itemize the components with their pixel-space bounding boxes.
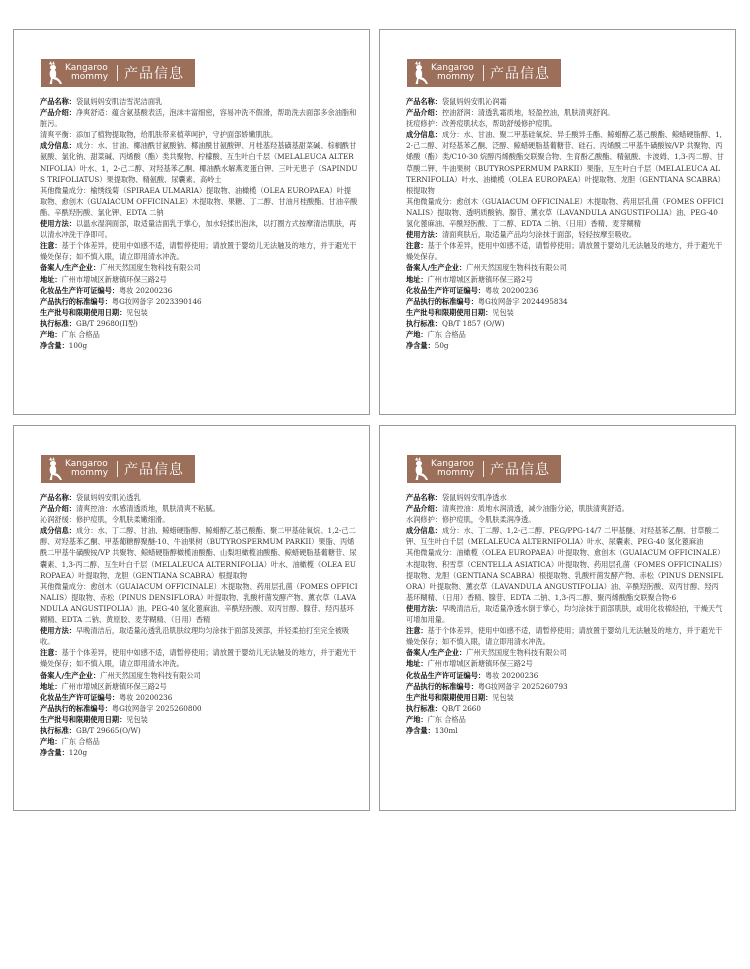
info-field	[406, 647, 724, 658]
header-title: 产品信息	[124, 462, 184, 478]
info-field	[40, 625, 358, 647]
field-value: 广州天然国度生物科技有限公司	[100, 263, 201, 273]
field-value: 成分：水、甘油、椰油酰甘氨酸钠、椰油酰甘氨酸钾、月桂基羟基磺基甜菜碱、棕榈酰甘氨酸、氯化钠、甜菜碱、丙烯酸（酯）类共聚物、柠檬酸、互生叶白千层（MELALEUCA ALTERNIFOLIA）叶水、1，2-己二醇、对羟基苯乙酮、椰油酰水解燕麦蛋白钾、三叶无患子（SAPINDUS TRIFOLIATUS）果提取物、精氨酸、尿囊素、高岭土	[40, 141, 358, 184]
field-value: 基于个体差异，使用中如感不适，请暂停使用；请放置于婴幼儿无法触及的地方，并于避光干燥处保存；如不慎入眼，请立即用清水冲洗。	[406, 626, 723, 647]
info-field	[40, 296, 358, 307]
product-card	[13, 29, 370, 415]
info-field	[40, 185, 358, 218]
info-field	[406, 492, 724, 503]
info-field	[40, 647, 358, 669]
field-value: 广州市增城区新塘镇环保三路2号	[427, 274, 533, 284]
field-label: 产品执行的标准编号：	[40, 296, 112, 306]
info-field	[40, 274, 358, 285]
field-value: 粤妆 20200236	[485, 670, 539, 680]
field-value: 基于个体差异，使用中如感不适，请暂停使用；请放置于婴幼儿无法触及的地方，并于避光干燥处保存；如不慎入眼，请立即用清水冲洗。	[40, 241, 357, 262]
field-label: 生产批号和限期使用日期：	[40, 714, 127, 724]
info-field	[406, 692, 724, 703]
field-label: 备案人/生产企业：	[40, 670, 101, 680]
info-field	[40, 129, 358, 140]
info-field	[406, 307, 724, 318]
field-value: 其他微量成分：愈创木（GUAIACUM OFFICINALE）木提取物、药用层孔菌（FOMES OFFICINALIS）提取物、赤松（PINUS DENSIFLORA）叶提取物、乳酸杆菌发酵产物、薰衣草（LAVANDULA ANGUSTIFOLIA）油、PEG-40 氢化蓖麻油、辛酰羟肟酸、双丙甘醇、腺苷、羟丙基环糊精、EDTA 二钠、黄原胶、麦芽糊精、（日用）香精	[40, 581, 358, 625]
field-label: 产品名称：	[40, 97, 76, 106]
info-field	[406, 118, 724, 129]
field-label: 使用方法：	[406, 230, 442, 240]
info-field	[406, 658, 724, 669]
field-label: 化妆品生产许可证编号：	[40, 692, 120, 702]
field-label: 净含量：	[40, 341, 69, 351]
brand-line-2: mommy	[437, 468, 475, 478]
field-label: 生产批号和限期使用日期：	[40, 307, 127, 317]
brand-logo-text	[65, 460, 113, 478]
field-label: 注意：	[40, 648, 62, 658]
info-field	[406, 96, 724, 107]
field-label: 产品执行的标准编号：	[40, 703, 112, 713]
brand-header	[407, 455, 561, 483]
info-field	[40, 307, 358, 318]
field-label: 产地：	[40, 737, 62, 747]
field-label: 使用方法：	[406, 603, 442, 613]
info-field	[406, 196, 724, 229]
info-field	[40, 725, 358, 736]
info-field	[406, 229, 724, 240]
field-value: 粤妆 20200236	[485, 285, 539, 295]
header-divider	[117, 461, 118, 477]
field-value: 广州市增城区新塘镇环保三路2号	[427, 659, 533, 669]
field-label: 产地：	[406, 329, 428, 339]
field-value: 以温水湿润面部，取适量洁面乳于掌心，加水轻揉出泡沫，以打圈方式按摩清洁肌肤，再以清水冲洗干净即可。	[40, 219, 357, 240]
kangaroo-icon	[411, 457, 429, 481]
field-value: GB/T 29665(O/W)	[75, 725, 141, 735]
field-value: QB/T 2660	[441, 703, 481, 713]
info-field	[40, 581, 358, 625]
field-label: 备案人/生产企业：	[40, 263, 101, 273]
info-field	[40, 107, 358, 129]
product-details	[40, 96, 358, 351]
info-field	[406, 503, 724, 514]
field-label: 注意：	[406, 241, 428, 251]
field-label: 化妆品生产许可证编号：	[406, 285, 486, 295]
brand-line-1: Kangaroo	[431, 63, 474, 73]
info-field	[40, 329, 358, 340]
header-divider	[483, 65, 484, 81]
field-label: 执行标准：	[40, 725, 76, 735]
info-field	[40, 340, 358, 351]
product-card	[379, 29, 736, 415]
field-value: 广东 合格品	[61, 329, 100, 339]
field-label: 地址：	[40, 274, 62, 284]
field-value: QB/T 1857 (O/W)	[441, 318, 505, 328]
field-value: 其他微量成分：油橄榄（OLEA EUROPAEA）叶提取物、愈创木（GUAIACUM OFFICINALE）木提取物、积雪草（CENTELLA ASIATICA）叶提取物、药用层孔菌（FOMES OFFICINALIS）提取物、龙胆（GENTIANA SCABRA）根提取物、乳酸杆菌发酵产物、赤松（PINUS DENSIFLORA）叶提取物、薰衣草（LAVANDULA ANGUSTIFOLIA）油、辛酰羟肟酸、双丙甘醇、羟丙基环糊精、（日用）香精、腺苷、EDTA 二钠、1,3-丙二醇、聚丙烯酸酯交联聚合物-6	[406, 548, 724, 602]
product-details	[406, 96, 724, 351]
field-label: 注意：	[406, 626, 428, 636]
brand-header	[407, 59, 561, 87]
info-field	[40, 514, 358, 525]
field-value: 早晚清洁后，取适量净透水倒于掌心，均匀涂抹于面部肌肤，或用化妆棉轻拍，干燥天气可增加用量。	[406, 603, 723, 625]
field-value: 广州天然国度生物科技有限公司	[466, 263, 567, 273]
field-value: 见包装	[126, 714, 148, 724]
info-field	[406, 603, 724, 625]
info-field	[40, 140, 358, 184]
field-value: 抚痘修护：改善痘肌状态，帮助舒缓修护痘肌。	[406, 119, 557, 129]
field-value: 粤妆 20200236	[119, 285, 173, 295]
field-label: 产品介绍：	[40, 504, 76, 514]
field-value: 120g	[68, 748, 88, 758]
field-label: 地址：	[406, 659, 428, 669]
field-value: 见包装	[492, 307, 514, 317]
field-label: 净含量：	[40, 748, 69, 758]
info-field	[40, 670, 358, 681]
header-divider	[117, 65, 118, 81]
field-value: 早晚清洁后，取适量沁透乳沿肌肤纹理均匀涂抹于面部及颈部，并轻柔拍打至完全被吸收。	[40, 626, 350, 647]
field-value: 袋鼠妈妈安肌洁雪泥洁面乳	[75, 97, 163, 106]
field-label: 产品执行的标准编号：	[406, 681, 478, 691]
field-label: 产品介绍：	[406, 504, 442, 514]
field-label: 产品名称：	[406, 493, 442, 502]
info-field	[40, 681, 358, 692]
field-label: 净含量：	[406, 725, 435, 735]
info-field	[406, 318, 724, 329]
info-field	[40, 285, 358, 296]
info-field	[40, 318, 358, 329]
field-value: 粤G妆网备字 2025260793	[477, 681, 568, 691]
field-value: 其他微量成分：榆绣线菊（SPIRAEA ULMARIA）提取物、油橄榄（OLEA EUROPAEA）叶提取物、愈创木（GUAIACUM OFFICINALE）木提取物、果糖、丁二醇、甘油月桂酸酯、甘油辛酸酯、辛酰羟肟酸、氯化钾、EDTA 二钠	[40, 185, 358, 217]
field-value: GB/T 29680(II型)	[75, 318, 138, 328]
kangaroo-icon	[45, 61, 63, 85]
field-value: 袋鼠妈妈安肌沁润霜	[441, 97, 507, 106]
info-field	[406, 274, 724, 285]
info-field	[406, 329, 724, 340]
info-field	[406, 340, 724, 351]
field-label: 产地：	[40, 329, 62, 339]
info-field	[406, 625, 724, 647]
info-field	[406, 725, 724, 736]
field-value: 广东 合格品	[61, 737, 100, 747]
field-label: 使用方法：	[40, 219, 76, 229]
field-value: 成分：水、甘油、聚二甲基硅氧烷、异壬酸异壬酯、鲸蜡醇乙基己酸酯、鲸蜡硬脂醇、1,2-己二醇、对羟基苯乙酮、泛醇、鲸蜡硬脂基葡糖苷、硅石、丙烯酰二甲基牛磺酸铵/VP 共聚物、丙烯酸（酯）类/C10-30 烷醇丙烯酸酯交联聚合物、生育酚乙酸酯、精氨酸、卡波姆、1,3-丙二醇、甘草酸二钾、牛油果树（BUTYROSPERMUM PARKII）果脂、互生叶白千层（MELALEUCA ALTERNIFOLIA）叶水、油橄榄（OLEA EUROPAEA）叶提取物、龙胆（GENTIANA SCABRA）根提取物	[406, 130, 724, 195]
info-field	[40, 747, 358, 758]
info-field	[406, 296, 724, 307]
field-value: 清爽控油：水感清透质地，肌肤清爽不粘腻。	[75, 504, 220, 514]
field-label: 生产批号和限期使用日期：	[406, 307, 493, 317]
field-label: 化妆品生产许可证编号：	[40, 285, 120, 295]
info-field	[40, 714, 358, 725]
field-value: 清爽控油：质地水润清透，减少油脂分泌，肌肤清爽舒适。	[441, 504, 629, 514]
info-field	[40, 525, 358, 580]
field-label: 地址：	[406, 274, 428, 284]
info-field	[40, 492, 358, 503]
brand-line-2: mommy	[437, 72, 475, 82]
field-value: 广东 合格品	[427, 329, 466, 339]
field-value: 见包装	[126, 307, 148, 317]
brand-header	[41, 59, 195, 87]
field-label: 产品名称：	[406, 97, 442, 106]
info-field	[40, 218, 358, 240]
info-field	[406, 547, 724, 602]
field-value: 沁润舒缓：修护痘肌，令肌肤柔嫩细滑。	[40, 515, 170, 525]
field-value: 广州市增城区新塘镇环保三路2号	[61, 274, 167, 284]
field-value: 粤G妆网备字 2025260800	[111, 703, 202, 713]
field-value: 粤G妆网备字 2023390146	[111, 296, 202, 306]
field-label: 成分信息：	[406, 130, 442, 140]
field-value: 控油舒润：清透乳霜质地，轻盈控油，肌肤清爽舒润。	[441, 108, 615, 118]
field-value: 130ml	[434, 725, 458, 735]
field-value: 粤G妆网备字 2024495834	[477, 296, 568, 306]
info-field	[40, 240, 358, 262]
brand-logo-text	[431, 64, 479, 82]
field-value: 袋鼠妈妈安肌净透水	[441, 493, 507, 502]
field-value: 广州天然国度生物科技有限公司	[100, 670, 201, 680]
info-field	[406, 129, 724, 196]
field-label: 化妆品生产许可证编号：	[406, 670, 486, 680]
info-field	[406, 285, 724, 296]
field-value: 其他微量成分：愈创木（GUAIACUM OFFICINALE）木提取物、药用层孔菌（FOMES OFFICINALIS）提取物、透明质酸钠、腺苷、薰衣草（LAVANDULA ANGUSTIFOLIA）油、PEG-40 氢化蓖麻油、辛酰羟肟酸、丁二醇、EDTA 二钠、（日用）香精、麦芽糊精	[406, 196, 724, 229]
field-label: 产品介绍：	[406, 108, 442, 118]
info-field	[406, 514, 724, 525]
field-label: 产品介绍：	[40, 108, 76, 118]
field-value: 广州市增城区新塘镇环保三路2号	[61, 681, 167, 691]
info-field	[406, 714, 724, 725]
brand-line-1: Kangaroo	[65, 459, 108, 469]
info-field	[406, 703, 724, 714]
product-card	[379, 425, 736, 811]
field-value: 袋鼠妈妈安肌沁透乳	[75, 493, 141, 502]
field-label: 备案人/生产企业：	[406, 263, 467, 273]
field-label: 生产批号和限期使用日期：	[406, 692, 493, 702]
field-label: 执行标准：	[406, 703, 442, 713]
info-field	[406, 525, 724, 547]
brand-logo-text	[65, 64, 113, 82]
brand-header	[41, 455, 195, 483]
field-value: 净爽舒适：蕴含氨基酸表活，泡沫丰富细密，容易冲洗不假滑，帮助洗去面部多余油脂和脏污。	[40, 108, 357, 129]
field-value: 基于个体差异，使用中如感不适，请暂停使用；请放置于婴幼儿无法触及的地方，并于避光干燥处保存；如不慎入眼，请立即用清水冲洗。	[40, 648, 357, 669]
header-title: 产品信息	[124, 66, 184, 82]
header-title: 产品信息	[490, 66, 550, 82]
field-label: 成分信息：	[40, 141, 76, 151]
field-value: 基于个体差异，使用中如感不适，请暂停使用；请放置于婴幼儿无法触及的地方，并于避光干燥处保存。	[406, 241, 723, 262]
field-label: 执行标准：	[40, 318, 76, 328]
field-label: 备案人/生产企业：	[406, 648, 467, 658]
info-field	[406, 681, 724, 692]
brand-line-1: Kangaroo	[431, 459, 474, 469]
info-field	[40, 736, 358, 747]
product-card	[13, 425, 370, 811]
field-label: 执行标准：	[406, 318, 442, 328]
field-value: 50g	[434, 341, 449, 351]
field-label: 净含量：	[406, 341, 435, 351]
kangaroo-icon	[411, 61, 429, 85]
field-label: 成分信息：	[40, 526, 76, 536]
brand-line-1: Kangaroo	[65, 63, 108, 73]
field-label: 产品名称：	[40, 493, 76, 502]
info-field	[406, 670, 724, 681]
field-label: 注意：	[40, 241, 62, 251]
field-value: 广州天然国度生物科技有限公司	[466, 648, 567, 658]
brand-line-2: mommy	[71, 468, 109, 478]
field-value: 水润修护：修护痘肌，令肌肤柔润净透。	[406, 515, 536, 525]
field-value: 粤妆 20200236	[119, 692, 173, 702]
field-value: 成分：水、丁二醇、甘油、鲸蜡硬脂醇、鲸蜡醇乙基己酸酯、聚二甲基硅氧烷、1,2-己二醇、对羟基苯乙酮、甲基葡糖醇聚醚-10、牛油果树（BUTYROSPERMUM PARKII）果脂、丙烯酰二甲基牛磺酸铵/VP 共聚物、鲸蜡硬脂醇橄榄油酸酯、山梨坦橄榄油酸酯、鲸蜡硬脂基葡糖苷、尿囊素、1,3-丙二醇、互生叶白千层（MELALEUCA ALTERNIFOLIA）叶水、油橄榄（OLEA EUROPAEA）叶提取物、龙胆（GENTIANA SCABRA）根提取物	[40, 526, 357, 580]
product-details	[406, 492, 724, 736]
field-value: 清爽平衡：添加了植物提取物，给肌肤带来植萃呵护，守护面部娇嫩肌肤。	[40, 130, 278, 140]
brand-logo-text	[431, 460, 479, 478]
field-value: 清面爽肤后，取适量产品均匀涂抹于面部，轻轻按摩至吸收。	[441, 230, 637, 240]
field-label: 成分信息：	[406, 526, 442, 536]
info-field	[406, 262, 724, 273]
field-label: 使用方法：	[40, 626, 76, 636]
info-field	[40, 96, 358, 107]
info-field	[406, 107, 724, 118]
header-divider	[483, 461, 484, 477]
field-label: 产地：	[406, 714, 428, 724]
info-field	[40, 262, 358, 273]
field-label: 产品执行的标准编号：	[406, 296, 478, 306]
header-title: 产品信息	[490, 462, 550, 478]
info-field	[40, 703, 358, 714]
field-label: 地址：	[40, 681, 62, 691]
field-value: 成分：水、丁二醇、1,2-己二醇、PEG/PPG-14/7 二甲基醚、对羟基苯乙酮、甘草酸二钾、互生叶白千层（MELALEUCA ALTERNIFOLIA）叶水、尿囊素、PEG-40 氢化蓖麻油	[406, 526, 719, 547]
kangaroo-icon	[45, 457, 63, 481]
info-field	[40, 692, 358, 703]
field-value: 见包装	[492, 692, 514, 702]
brand-line-2: mommy	[71, 72, 109, 82]
info-field	[40, 503, 358, 514]
field-value: 100g	[68, 341, 88, 351]
product-details	[40, 492, 358, 758]
field-value: 广东 合格品	[427, 714, 466, 724]
info-field	[406, 240, 724, 262]
